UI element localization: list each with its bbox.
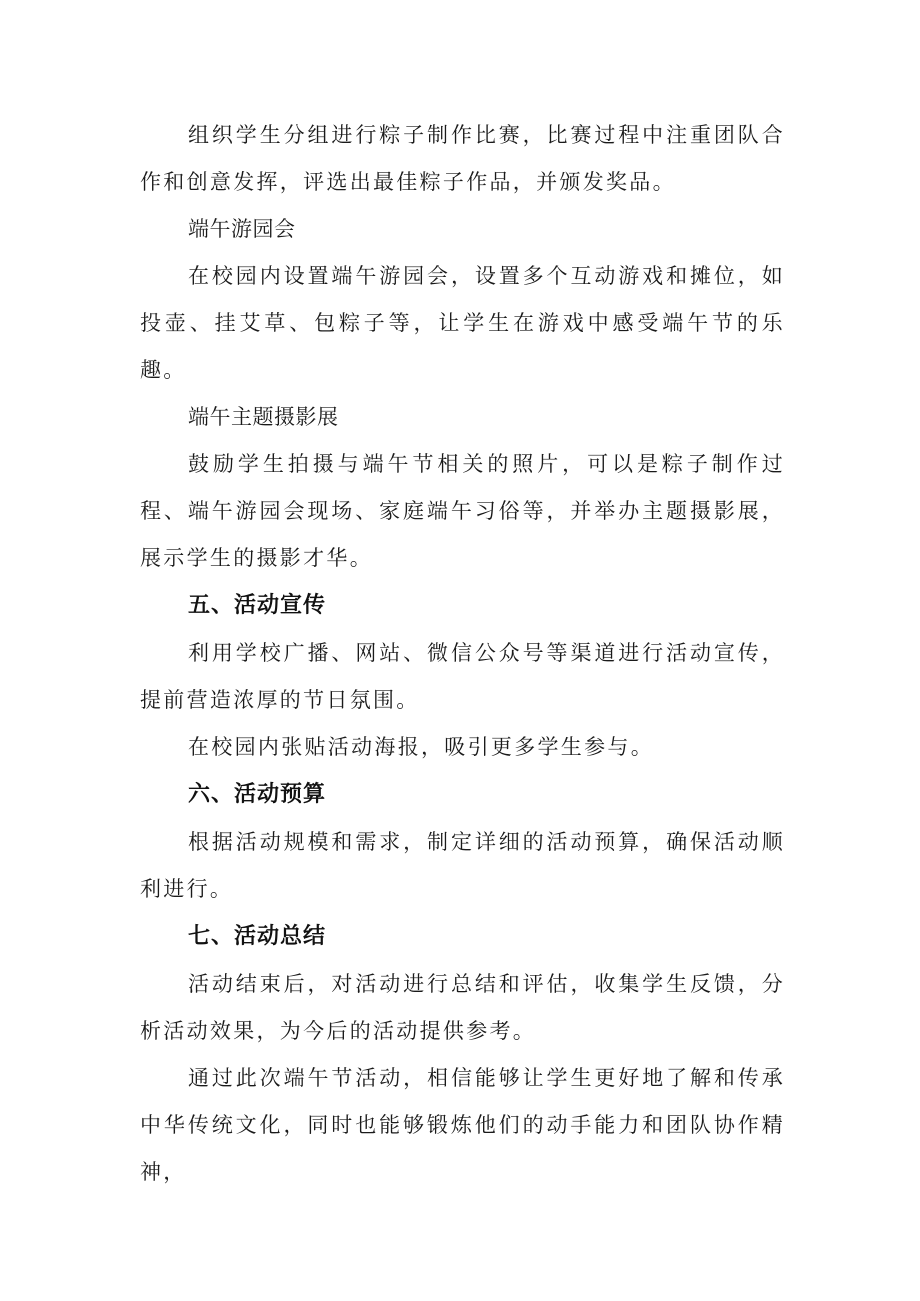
paragraph-photo-exhibition: 鼓励学生拍摄与端午节相关的照片，可以是粽子制作过程、端午游园会现场、家庭端午习俗等，并举办主题摄影展，展示学生的摄影才华。 xyxy=(140,452,785,570)
heading-publicity: 五、活动宣传 xyxy=(188,593,327,618)
document-body xyxy=(140,112,785,1196)
paragraph-garden-party: 在校园内设置端午游园会，设置多个互动游戏和摊位，如投壶、挂艾草、包粽子等，让学生在游戏中感受端午节的乐趣。 xyxy=(140,264,785,382)
paragraph-publicity-channels: 利用学校广播、网站、微信公众号等渠道进行活动宣传，提前营造浓厚的节日氛围。 xyxy=(140,641,785,712)
paragraph-summary: 活动结束后，对活动进行总结和评估，收集学生反馈，分析活动效果，为今后的活动提供参考。 xyxy=(140,972,785,1043)
subheading-photo-exhibition: 端午主题摄影展 xyxy=(188,405,339,429)
paragraph-budget: 根据活动规模和需求，制定详细的活动预算，确保活动顺利进行。 xyxy=(140,830,785,901)
paragraph-posters: 在校园内张贴活动海报，吸引更多学生参与。 xyxy=(188,735,654,759)
paragraph-competition: 组织学生分组进行粽子制作比赛，比赛过程中注重团队合作和创意发挥，评选出最佳粽子作品，并颁发奖品。 xyxy=(140,123,785,194)
heading-summary: 七、活动总结 xyxy=(188,924,327,949)
subheading-garden-party: 端午游园会 xyxy=(188,217,296,241)
heading-budget: 六、活动预算 xyxy=(188,782,327,807)
paragraph-conclusion: 通过此次端午节活动，相信能够让学生更好地了解和传承中华传统文化，同时也能够锻炼他们的动手能力和团队协作精神， xyxy=(140,1066,785,1184)
